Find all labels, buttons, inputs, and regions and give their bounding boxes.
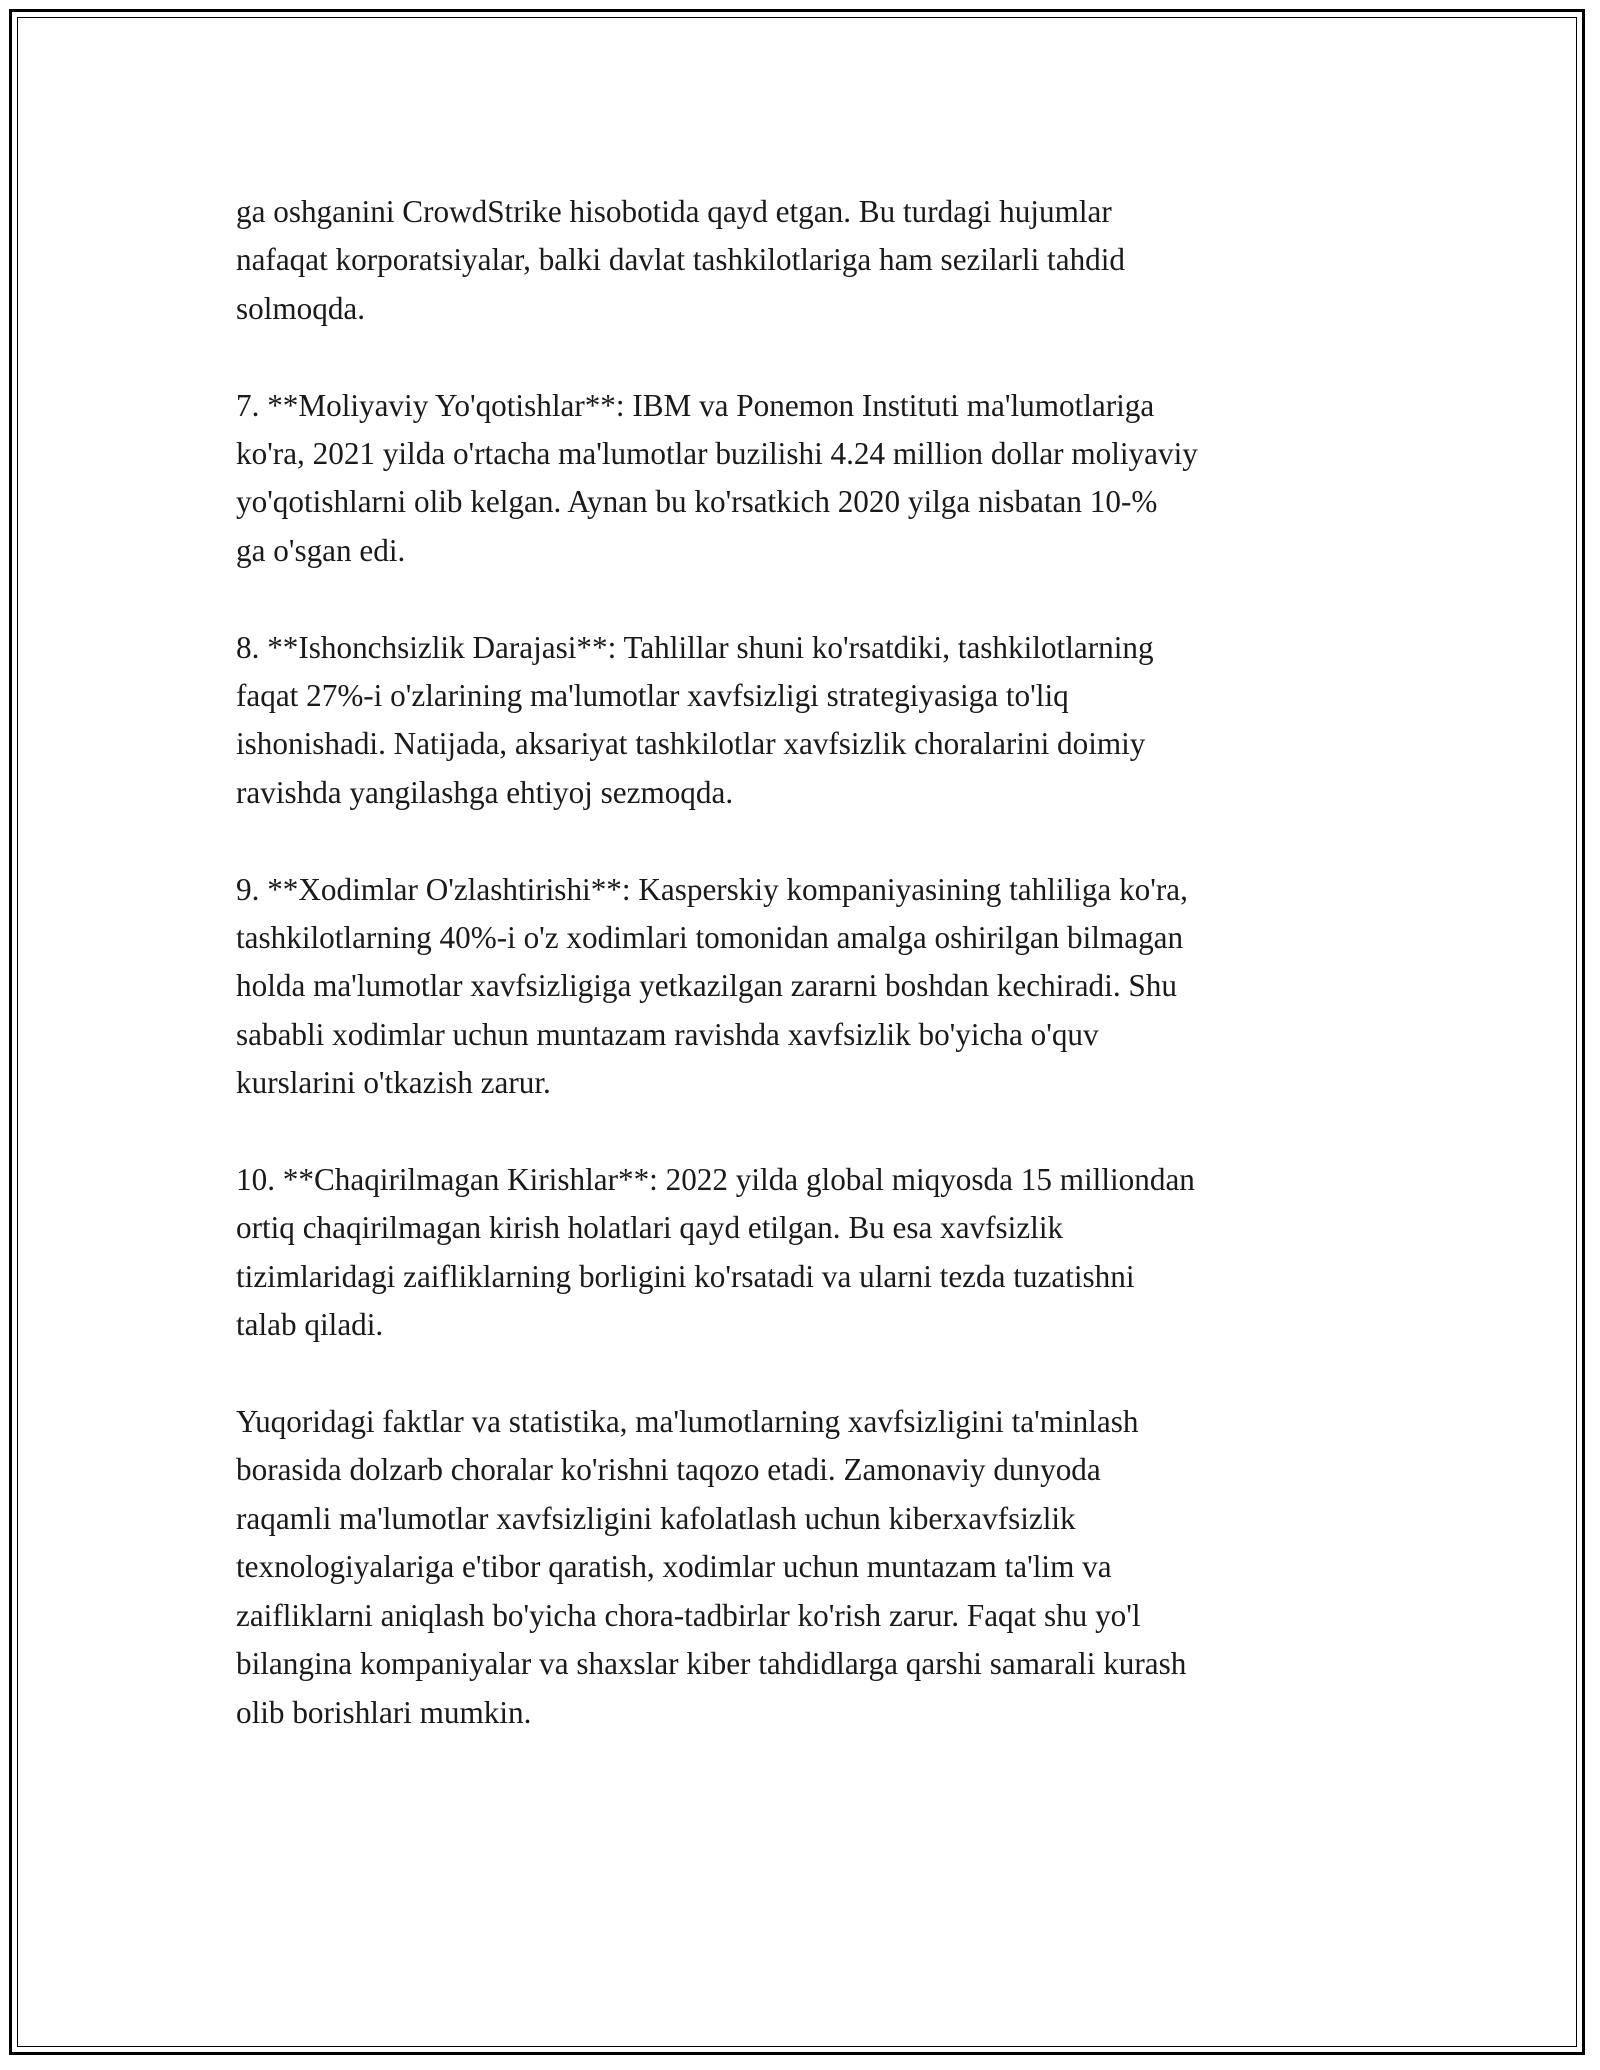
document-body: [236, 188, 1371, 1785]
paragraph-item-9-employee-factor: 9. **Xodimlar O'zlashtirishi**: Kasperskiy kompaniyasining tahliliga ko'ra, tashkilotlarning 40%-i o'z xodimlari tomonidan amalga oshirilgan bilmagan holda ma'lumotlar xavfsizligiga yetkazilgan zararni boshdan kechiradi. Shu sababli xodimlar uchun muntazam ravishda xavfsizlik bo'yicha o'quv kurslarini o'tkazish zarur.: [236, 871, 1188, 1101]
paragraph-conclusion: Yuqoridagi faktlar va statistika, ma'lumotlarning xavfsizligini ta'minlash borasida dolzarb choralar ko'rishni taqozo etadi. Zamonaviy dunyoda raqamli ma'lumotlar xavfsizligini kafolatlash uchun kiberxavfsizlik texnologiyalariga e'tibor qaratish, xodimlar uchun muntazam ta'lim va zaifliklarni aniqlash bo'yicha chora-tadbirlar ko'rish zarur. Faqat shu yo'l bilangina kompaniyalar va shaxslar kiber tahdidlarga qarshi samarali kurash olib borishlari mumkin.: [236, 1404, 1187, 1730]
paragraph-item-10-unauthorized-access: 10. **Chaqirilmagan Kirishlar**: 2022 yilda global miqyosda 15 milliondan ortiq chaqirilmagan kirish holatlari qayd etilgan. Bu esa xavfsizlik tizimlaridagi zaifliklarning borligini ko'rsatadi va ularni tezda tuzatishni talab qiladi.: [236, 1162, 1195, 1343]
paragraph-intro-continuation: ga oshganini CrowdStrike hisobotida qayd etgan. Bu turdagi hujumlar nafaqat korporatsiyalar, balki davlat tashkilotlariga ham sezilarli tahdid solmoqda.: [236, 194, 1126, 326]
paragraph-item-8-distrust-level: 8. **Ishonchsizlik Darajasi**: Tahlillar shuni ko'rsatdiki, tashkilotlarning faqat 27%-i o'zlarining ma'lumotlar xavfsizligi strategiyasiga to'liq ishonishadi. Natijada, aksariyat tashkilotlar xavfsizlik choralarini doimiy ravishda yangilashga ehtiyoj sezmoqda.: [236, 629, 1154, 810]
paragraph-item-7-financial-losses: 7. **Moliyaviy Yo'qotishlar**: IBM va Ponemon Instituti ma'lumotlariga ko'ra, 2021 yilda o'rtacha ma'lumotlar buzilishi 4.24 million dollar moliyaviy yo'qotishlarni olib kelgan. Aynan bu ko'rsatkich 2020 yilga nisbatan 10-% ga o'sgan edi.: [236, 387, 1198, 568]
